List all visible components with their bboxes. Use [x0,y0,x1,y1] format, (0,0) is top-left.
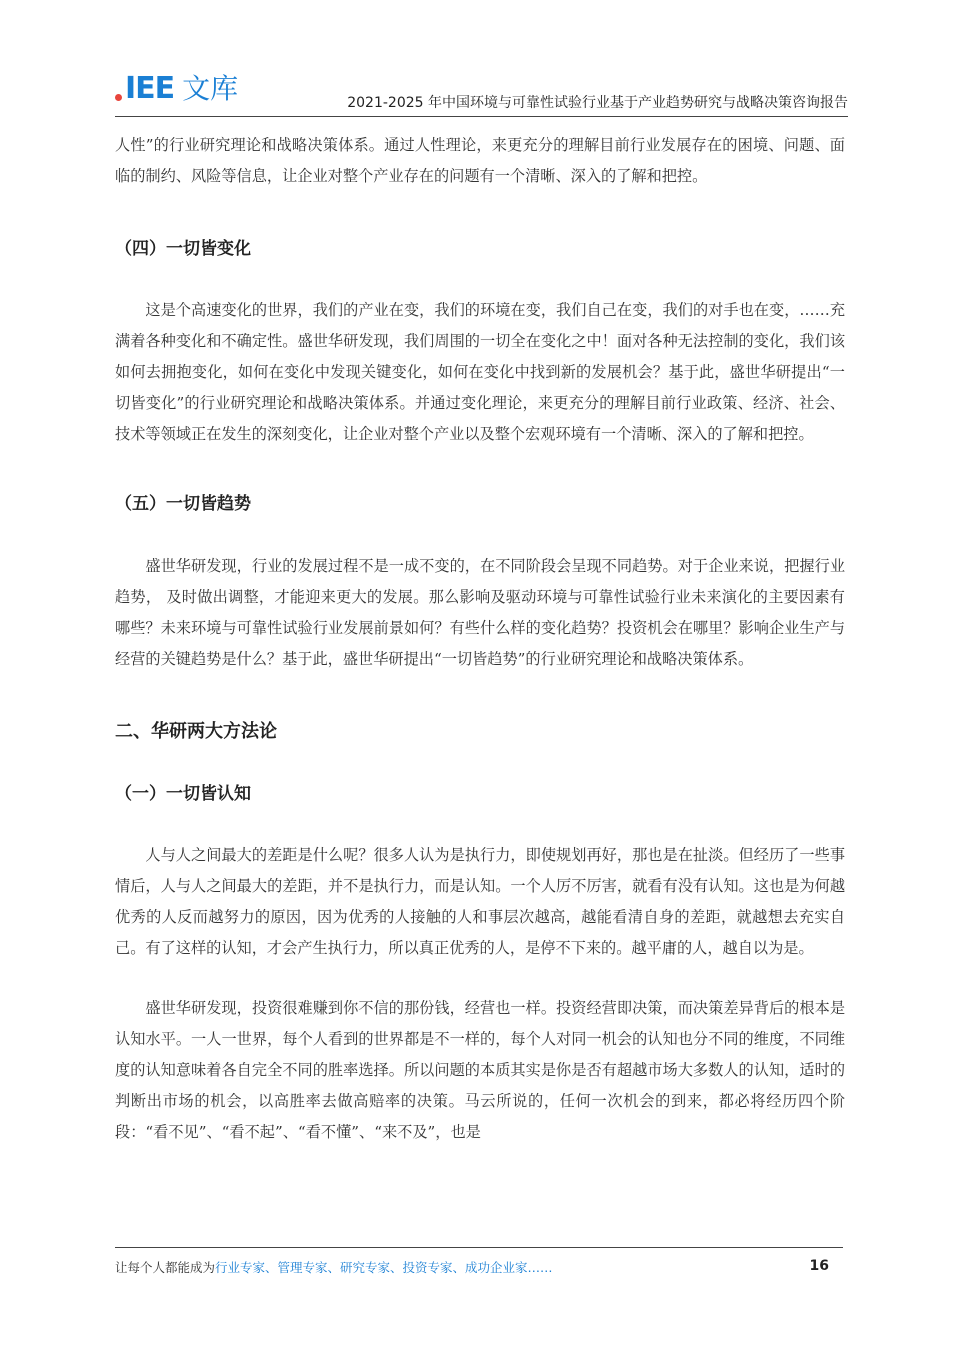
logo [115,72,238,106]
paragraph-one-a: 人与人之间最大的差距是什么呢？很多人认为是执行力，即使规划再好，那也是在扯淡。但经历了一些事情后，人与人之间最大的差距，并不是执行力，而是认知。一个人厉不厉害，就看有没有认知。这也是为何越优秀的人反而越努力的原因，因为优秀的人接触的人和事层次越高，越能看清自身的差距，就越想去充实自己。有了这样的认知，才会产生执行力，所以真正优秀的人，是停不下来的。越平庸的人，越自以为是。 [115,846,845,957]
logo-mark: IEE [125,71,175,106]
footer-divider [115,1247,843,1248]
paragraph-five: 盛世华研发现，行业的发展过程不是一成不变的，在不同阶段会呈现不同趋势。对于企业来说，把握行业趋势， 及时做出调整，才能迎来更大的发展。那么影响及驱动环境与可靠性试验行业未来演化的主要因素有哪些？未来环境与可靠性试验行业发展前景如何？有些什么样的变化趋势？投资机会在哪里？影响企业生产与经营的关键趋势是什么？基于此，盛世华研提出“一切皆趋势”的行业研究理论和战略决策体系。 [115,557,845,668]
page-number: 16 [809,1258,829,1274]
chapter-heading-two: 二、华研两大方法论 [115,721,277,742]
page-footer [115,1258,843,1282]
footer-slogan-prefix: 让每个人都能成为 [115,1260,216,1275]
header-divider [115,116,848,117]
page-header [115,62,848,118]
page-content [115,130,845,1148]
section-heading-four: （四）一切皆变化 [115,239,251,259]
logo-text: 文库 [182,72,239,105]
logo-dot-icon [115,94,122,101]
footer-slogan-fields: 行业专家、管理专家、研究专家、投资专家、成功企业家…… [215,1260,553,1275]
report-title: 2021-2025 年中国环境与可靠性试验行业基于产业趋势研究与战略决策咨询报告 [347,95,848,111]
paragraph-four: 这是个高速变化的世界，我们的产业在变，我们的环境在变，我们自己在变，我们的对手也在变，……充满着各种变化和不确定性。盛世华研发现，我们周围的一切全在变化之中！面对各种无法控制的变化，我们该如何去拥抱变化，如何在变化中发现关键变化，如何在变化中找到新的发展机会？基于此，盛世华研提出“一切皆变化”的行业研究理论和战略决策体系。并通过变化理论，来更充分的理解目前行业政策、经济、社会、技术等领域正在发生的深刻变化，让企业对整个产业以及整个宏观环境有一个清晰、深入的了解和把控。 [115,301,845,443]
section-heading-one: （一）一切皆认知 [115,784,251,804]
intro-paragraph: 人性”的行业研究理论和战略决策体系。通过人性理论，来更充分的理解目前行业发展存在的困境、问题、面临的制约、风险等信息，让企业对整个产业存在的问题有一个清晰、深入的了解和把控。 [115,136,845,185]
paragraph-one-b: 盛世华研发现，投资很难赚到你不信的那份钱，经营也一样。投资经营即决策，而决策差异背后的根本是认知水平。一人一世界，每个人看到的世界都是不一样的，每个人对同一机会的认知也分不同的维度，不同维度的认知意味着各自完全不同的胜率选择。所以问题的本质其实是你是否有超越市场大多数人的认知，适时的判断出市场的机会，以高胜率去做高赔率的决策。马云所说的，任何一次机会的到来，都必将经历四个阶段：“看不见”、“看不起”、“看不懂”、“来不及”，也是 [115,999,845,1141]
section-heading-five: （五）一切皆趋势 [115,494,251,514]
